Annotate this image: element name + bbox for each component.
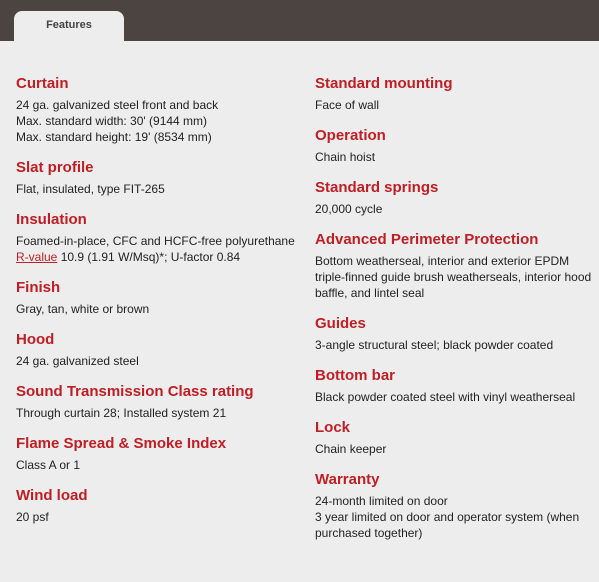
feature-line: Face of wall: [315, 98, 380, 112]
feature-line: Chain hoist: [315, 150, 376, 164]
features-left-column: [16, 74, 301, 538]
features-right-column: [315, 74, 597, 554]
feature-perimeter-protection: [315, 230, 597, 301]
feature-standard-springs: [315, 178, 597, 217]
feature-line: Foamed-in-place, CFC and HCFC-free polyurethane: [16, 234, 295, 248]
feature-line: 24 ga. galvanized steel front and back: [16, 98, 219, 112]
feature-insulation: [16, 210, 301, 265]
feature-curtain: [16, 74, 301, 145]
feature-line: 24-month limited on door: [315, 494, 448, 508]
feature-title: Warranty: [315, 471, 380, 488]
feature-title: Curtain: [16, 75, 69, 92]
feature-standard-mounting: [315, 74, 597, 113]
feature-title: Finish: [16, 279, 61, 296]
feature-title: Lock: [315, 419, 351, 436]
feature-line: 20 psf: [16, 510, 49, 524]
feature-flame-spread: [16, 434, 301, 473]
top-bar: [0, 0, 599, 41]
feature-line: Max. standard height: 19' (8534 mm): [16, 130, 212, 144]
feature-warranty: [315, 470, 597, 541]
feature-title: Standard mounting: [315, 75, 453, 92]
feature-bottom-bar: [315, 366, 597, 405]
feature-finish: [16, 278, 301, 317]
feature-title: Slat profile: [16, 159, 94, 176]
feature-title: Sound Transmission Class rating: [16, 383, 254, 400]
r-value-text: 10.9 (1.91 W/Msq)*; U-factor 0.84: [57, 250, 241, 264]
feature-line: Through curtain 28; Installed system 21: [16, 406, 227, 420]
feature-line: Flat, insulated, type FIT-265: [16, 182, 165, 196]
feature-title: Operation: [315, 127, 386, 144]
feature-line: Black powder coated steel with vinyl weatherseal: [315, 390, 576, 404]
feature-line: Max. standard width: 30' (9144 mm): [16, 114, 208, 128]
feature-line: 20,000 cycle: [315, 202, 383, 216]
feature-title: Standard springs: [315, 179, 439, 196]
feature-title: Hood: [16, 331, 55, 348]
feature-title: Insulation: [16, 211, 87, 228]
feature-hood: [16, 330, 301, 369]
feature-line: 3 year limited on door and operator system (when purchased together): [315, 510, 580, 540]
feature-slat-profile: [16, 158, 301, 197]
feature-wind-load: [16, 486, 301, 525]
feature-title: Guides: [315, 315, 366, 332]
r-value-link[interactable]: R-value: [16, 250, 58, 264]
feature-line: Gray, tan, white or brown: [16, 302, 150, 316]
feature-operation: [315, 126, 597, 165]
feature-title: Wind load: [16, 487, 88, 504]
feature-line: Bottom weatherseal, interior and exterior EPDM triple-finned guide brush weatherseals, interior hood baffle, and lintel seal: [315, 254, 592, 300]
feature-line: Class A or 1: [16, 458, 81, 472]
feature-line: [16, 249, 301, 265]
tab-features[interactable]: Features: [14, 11, 124, 41]
feature-title: Bottom bar: [315, 367, 395, 384]
feature-title: Advanced Perimeter Protection: [315, 231, 539, 248]
feature-title: Flame Spread & Smoke Index: [16, 435, 227, 452]
feature-line: 24 ga. galvanized steel: [16, 354, 139, 368]
feature-lock: [315, 418, 597, 457]
feature-line: 3-angle structural steel; black powder coated: [315, 338, 554, 352]
feature-guides: [315, 314, 597, 353]
feature-sound-transmission: [16, 382, 301, 421]
feature-line: Chain keeper: [315, 442, 387, 456]
